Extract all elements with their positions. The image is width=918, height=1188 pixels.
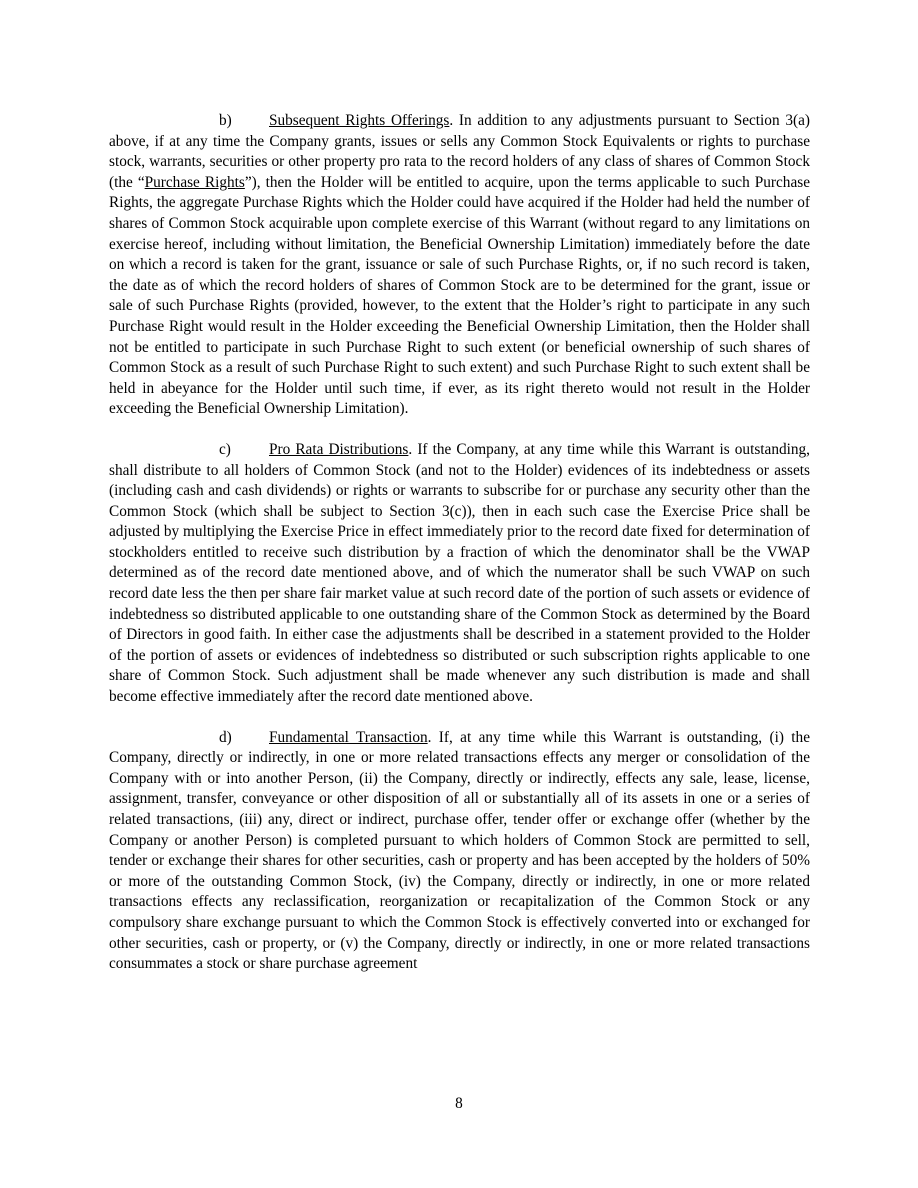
section-c-paragraph xyxy=(109,440,810,708)
section-b-text-2: ”), then the Holder will be entitled to acquire, upon the terms applicable to such Purchase Rights, the aggregate Purchase Rights which the Holder could have acquired if the Holder had held the number of shares of Common Stock acquirable upon complete exercise of this Warrant (without regard to any limitations on exercise hereof, including without limitation, the Beneficial Ownership Limitation) immediately before the date on which a record is taken for the grant, issuance or sale of such Purchase Rights, or, if no such record is taken, the date as of which the record holders of shares of Common Stock are to be determined for the grant, issue or sale of such Purchase Rights (provided, however, to the extent that the Holder’s right to participate in any such Purchase Right would result in the Holder exceeding the Beneficial Ownership Limitation, then the Holder shall not be entitled to participate in such Purchase Right to such extent (or beneficial ownership of such shares of Common Stock as a result of such Purchase Right to such extent) and such Purchase Right to such extent shall be held in abeyance for the Holder until such time, if ever, as its right thereto would not result in the Holder exceeding the Beneficial Ownership Limitation). xyxy=(109,173,810,418)
section-c-heading: Pro Rata Distributions xyxy=(269,440,409,458)
section-b-text-1: . In addition to any adjustments pursuant to Section 3(a) above, if at any time the Company grants, issues or sells any Common Stock Equivalents or rights to purchase stock, warrants, securities or other property pro rata to the record holders of any class of shares of Common Stock (the “ xyxy=(109,112,810,191)
section-b-paragraph xyxy=(109,111,810,420)
section-d-text-1: . If, at any time while this Warrant is outstanding, (i) the Company, directly or indirectly, in one or more related transactions effects any merger or consolidation of the Company with or into another Person, (ii) the Company, directly or indirectly, effects any sale, lease, license, assignment, transfer, conveyance or other disposition of all or substantially all of its assets in one or a series of related transactions, (iii) any, direct or indirect, purchase offer, tender offer or exchange offer (whether by the Company or another Person) is completed pursuant to which holders of Common Stock are permitted to sell, tender or exchange their shares for other securities, cash or property and has been accepted by the holders of 50% or more of the outstanding Common Stock, (iv) the Company, directly or indirectly, in one or more related transactions effects any reclassification, reorganization or recapitalization of the Common Stock or any compulsory share exchange pursuant to which the Common Stock is effectively converted into or exchanged for other securities, cash or property, or (v) the Company, directly or indirectly, in one or more related transactions consummates a stock or share purchase agreement xyxy=(109,728,810,973)
section-c-text-1: . If the Company, at any time while this Warrant is outstanding, shall distribute to all holders of Common Stock (and not to the Holder) evidences of its indebtedness or assets (including cash and cash dividends) or rights or warrants to subscribe for or purchase any security other than the Common Stock (which shall be subject to Section 3(c)), then in each such case the Exercise Price shall be adjusted by multiplying the Exercise Price in effect immediately prior to the record date fixed for determination of stockholders entitled to receive such distribution by a fraction of which the denominator shall be the VWAP determined as of the record date mentioned above, and of which the numerator shall be such VWAP on such record date less the then per share fair market value at such record date of the portion of such assets or evidence of indebtedness so distributed applicable to one outstanding share of the Common Stock as determined by the Board of Directors in good faith. In either case the adjustments shall be described in a statement provided to the Holder of the portion of assets or evidences of indebtedness so distributed or such subscription rights applicable to one share of Common Stock. Such adjustment shall be made whenever any such distribution is made and shall become effective immediately after the record date mentioned above. xyxy=(109,440,810,706)
section-d-heading: Fundamental Transaction xyxy=(269,728,428,746)
page-number: 8 xyxy=(455,1095,463,1112)
section-b-marker: b) xyxy=(219,112,232,129)
section-d-marker: d) xyxy=(219,728,232,746)
section-b-defined-term: Purchase Rights xyxy=(144,173,245,191)
section-d-paragraph xyxy=(109,728,810,975)
section-b-heading: Subsequent Rights Offerings xyxy=(269,112,450,129)
document-page xyxy=(109,111,810,995)
section-c-marker: c) xyxy=(219,440,231,458)
